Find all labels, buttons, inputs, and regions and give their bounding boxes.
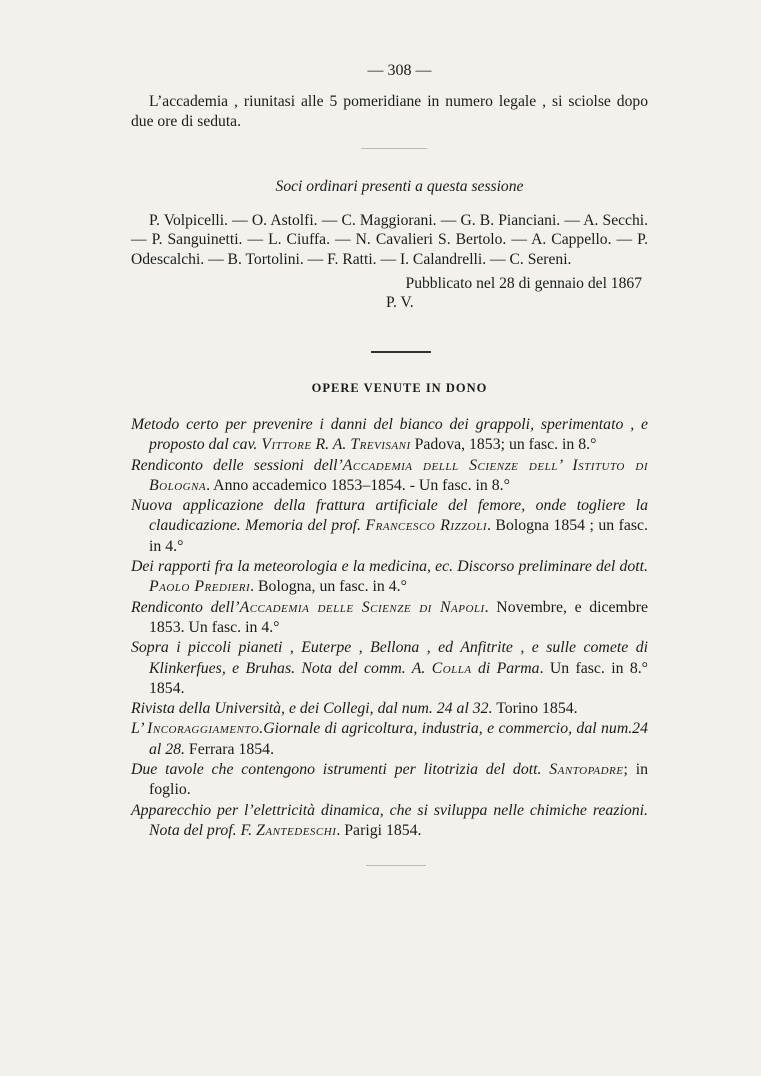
entry-text-segment: . Bologna 1854 ; un fasc. in 4.° (149, 517, 648, 555)
list-item (131, 415, 648, 456)
entry-text-segment: Incoraggiamento (147, 720, 260, 738)
list-item (131, 801, 648, 842)
entry-text-segment: . Novembre, e dicembre 1853. Un fasc. in 4.° (149, 598, 649, 636)
entry-text-segment: Accademia delll Scienze dell’ Istituto di Bologna (149, 456, 648, 494)
entry-text-segment: di Parma (471, 659, 540, 677)
entry-text-segment: Metodo certo per prevenire i danni del bianco dei grappoli, sperimentato , e proposto dal cav. (131, 416, 648, 454)
entry-text-segment: Francesco Rizzoli (365, 517, 487, 535)
list-item (131, 557, 648, 598)
entry-text-segment: Ferrara 1854. (184, 740, 275, 758)
members-list: P. Volpicelli. — O. Astolfi. — C. Maggiorani. — G. B. Pianciani. — A. Secchi. — P. Sanguinetti. — L. Ciuffa. — N. Cavalieri S. Bertolo. — A. Cappello. — P. Odescalchi. — B. Tortolini. — F. Ratti. — I. Calandrelli. — C. Sereni. (131, 211, 648, 268)
entry-text-segment: . Un fasc. in 8.° 1854. (149, 659, 648, 697)
members-heading (151, 177, 648, 197)
publication-date: Pubblicato nel 28 di gennaio del 1867 (405, 275, 642, 292)
list-item (131, 496, 648, 557)
entry-text-segment: Torino 1854. (492, 700, 578, 718)
donated-works-list (131, 415, 648, 841)
entry-text-segment: Zantedeschi (256, 821, 337, 839)
closing-paragraph: L’accademia , riunitasi alle 5 pomeridiane in numero legale , si sciolse dopo due ore di seduta. (131, 93, 648, 130)
entry-text-segment: Colla (431, 659, 472, 677)
entry-text-segment: Apparecchio per l’elettricità dinamica, che si sviluppa nelle chimiche reazioni. Nota del prof. F. (131, 801, 648, 839)
initials: P. V. (386, 293, 414, 311)
entry-text-segment: Rendiconto delle sessioni dell’ (131, 456, 343, 474)
entry-text-segment: .Giornale di agricoltura, industria, e commercio, dal num.24 al 28. (149, 720, 648, 758)
entry-text-segment: Padova, 1853; un fasc. in 8.° (410, 436, 597, 454)
entry-text-segment: Vittore (261, 436, 312, 454)
entry-text-segment: Trevisani (350, 436, 411, 454)
page-number: — 308 — (367, 62, 432, 79)
list-item (131, 699, 648, 719)
divider (361, 148, 427, 149)
entry-text-segment: Paolo Predieri (149, 578, 251, 596)
list-item (131, 456, 648, 497)
end-divider (366, 865, 426, 866)
entry-text-segment: Santopadre (549, 761, 624, 779)
entry-text-segment: ; in foglio. (149, 761, 648, 799)
entry-text-segment: Nuova applicazione della frattura artificiale del femore, onde togliere la claudicazione. Memoria del prof. (131, 497, 648, 535)
entry-text-segment: R. A. (311, 436, 351, 454)
entry-text-segment: . Bologna, un fasc. in 4.° (250, 578, 407, 596)
entry-text-segment: . Parigi 1854. (336, 821, 422, 839)
list-item (131, 719, 648, 760)
entry-text-segment: Due tavole che contengono istrumenti per litotrizia del dott. (131, 761, 550, 779)
list-item (131, 598, 648, 639)
section-divider (371, 351, 431, 353)
entry-text-segment: Accademia delle Scienze di Napoli (239, 598, 485, 616)
document-page (131, 62, 648, 866)
entry-text-segment: . Anno accademico 1853–1854. - Un fasc. in 8.° (206, 476, 510, 494)
entry-text-segment: Rivista della Università, e dei Collegi, dal num. 24 al 32. (131, 700, 493, 718)
members-heading-text: Soci ordinari presenti a questa sessione (275, 178, 524, 195)
entry-text-segment: Rendiconto dell’ (131, 598, 240, 616)
section-heading: OPERE VENUTE IN DONO (311, 381, 488, 395)
list-item (131, 760, 648, 801)
entry-text-segment: Sopra i piccoli pianeti , Euterpe , Bellona , ed Anfitrite , e sulle comete di Klinkerfues, e Bruhas. Nota del comm. A. (131, 639, 648, 677)
entry-text-segment: Dei rapporti fra la meteorologia e la medicina, ec. Discorso preliminare del dott. (131, 558, 648, 576)
list-item (131, 638, 648, 699)
entry-text-segment: L’ (131, 720, 148, 738)
